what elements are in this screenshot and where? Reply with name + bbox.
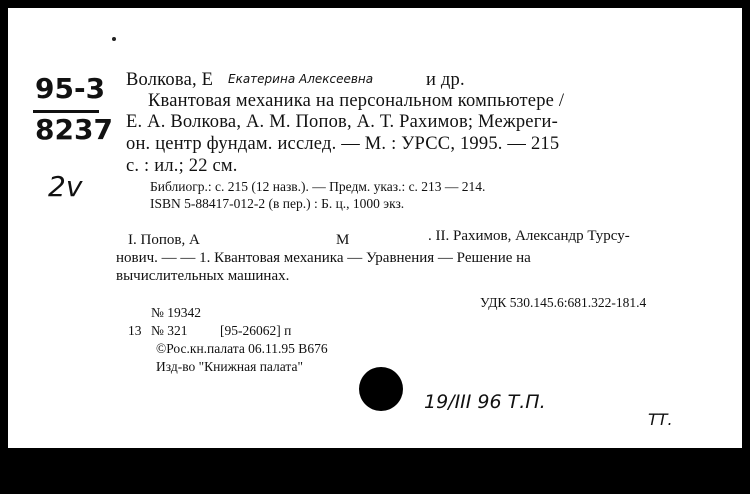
order-code: [95-26062] п — [220, 323, 292, 338]
record-number: № 19342 — [151, 305, 202, 320]
order-number: № 321 — [151, 323, 188, 338]
call-number-line1: 95-3 — [35, 72, 106, 105]
handwritten-initials: ТТ. — [648, 410, 673, 429]
speck — [112, 37, 116, 41]
tracing-line-1c: . II. Рахимов, Александр Турсу- — [428, 228, 630, 244]
isbn: ISBN 5-88417-012-2 (в пер.) : Б. ц., 1000 экз. — [150, 196, 405, 211]
record-prefix: 13 — [128, 323, 142, 338]
udc-classification: УДК 530.145.6:681.322-181.4 — [480, 295, 647, 310]
tracing-line-1a: I. Попов, А — [128, 232, 200, 248]
title-line-1: Квантовая механика на персональном компьютере / — [148, 91, 565, 111]
title-line-2: Е. А. Волкова, А. М. Попов, А. Т. Рахимов; Межреги- — [126, 112, 558, 132]
punch-hole — [359, 367, 403, 411]
author-printed: Волкова, Е — [126, 70, 214, 90]
copyright-stamp: ©Рос.кн.палата 06.11.95 В676 — [156, 341, 328, 356]
tracing-line-3: вычислительных машинах. — [116, 268, 290, 284]
call-number-line2: 8237 — [35, 113, 113, 146]
tracing-line-1b: М — [336, 232, 350, 248]
title-line-4: с. : ил.; 22 см. — [126, 156, 238, 176]
handwritten-mark: 2v — [48, 170, 83, 203]
handwritten-name: Екатерина Алексеевна — [228, 72, 374, 86]
handwritten-date: 19/III 96 Т.П. — [424, 391, 546, 413]
author-after: и др. — [426, 70, 465, 90]
title-line-3: он. центр фундам. исслед. — М. : УРСС, 1995. — 215 — [126, 134, 560, 154]
tracing-line-2: нович. — — 1. Квантовая механика — Уравнения — Решение на — [116, 250, 531, 266]
publisher: Изд-во "Книжная палата" — [156, 359, 303, 374]
bibliography-note: Библиогр.: с. 215 (12 назв.). — Предм. указ.: с. 213 — 214. — [150, 179, 486, 194]
